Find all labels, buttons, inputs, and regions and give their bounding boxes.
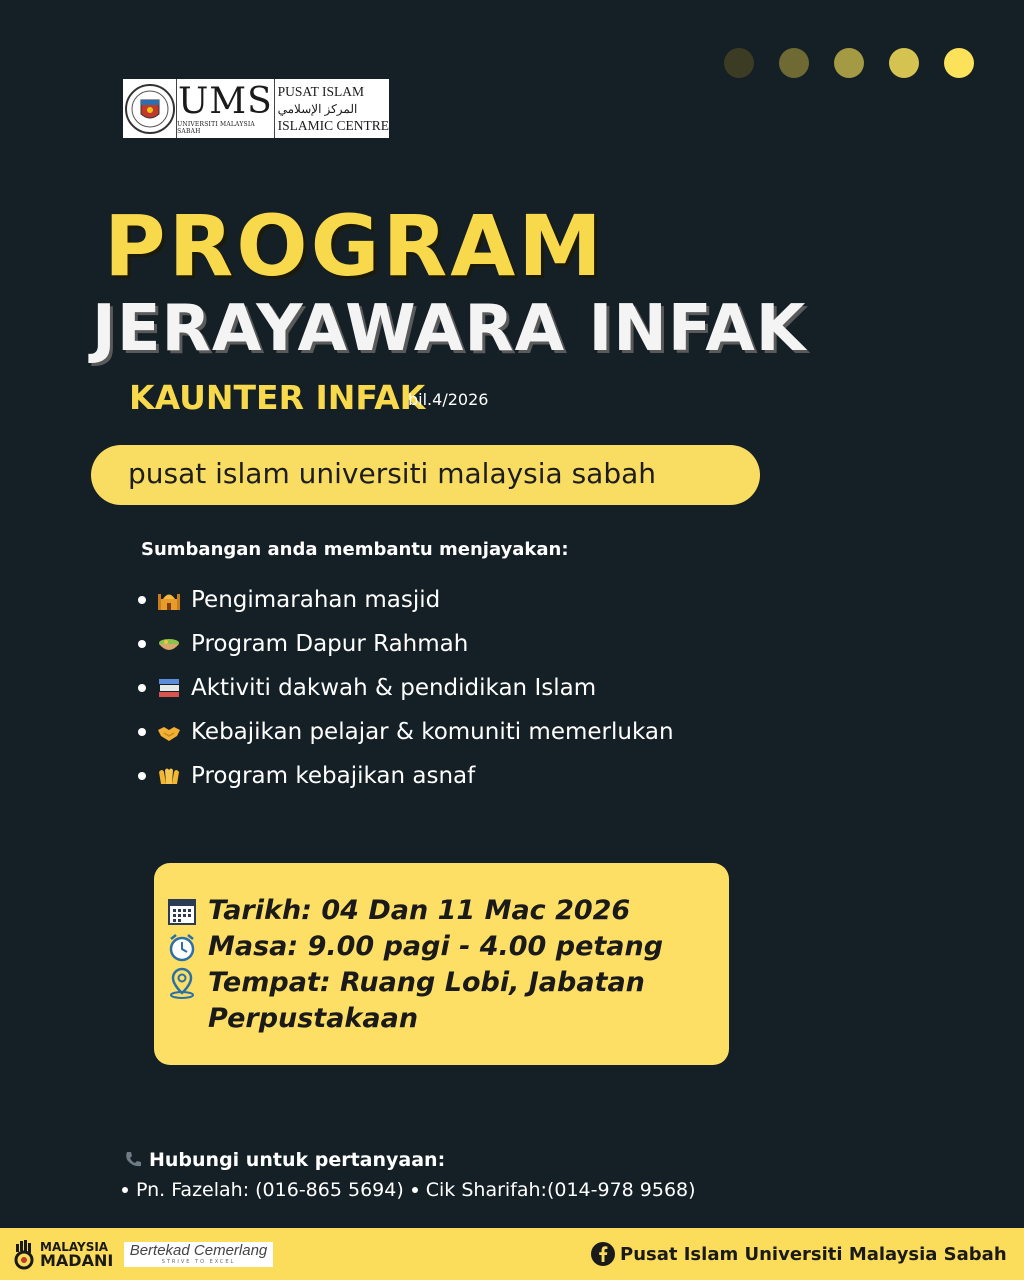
event-date: Tarikh: 04 Dan 11 Mac 2026	[208, 895, 631, 926]
facebook-link[interactable]	[590, 1241, 1007, 1267]
event-details-box	[154, 863, 729, 1065]
dot-1	[724, 48, 754, 78]
contact-heading	[123, 1147, 445, 1173]
edition-number: bil.4/2026	[408, 390, 489, 409]
phone-icon	[123, 1149, 145, 1171]
books-icon	[157, 676, 181, 700]
bullet	[138, 772, 146, 780]
slogan: Bertekad Cemerlang	[129, 1242, 268, 1259]
dot-2	[779, 48, 809, 78]
dot-3	[834, 48, 864, 78]
facebook-icon	[590, 1241, 616, 1267]
event-date-row	[166, 893, 713, 929]
decorative-dots	[724, 48, 974, 78]
event-venue: Tempat: Ruang Lobi, Jabatan Perpustakaan	[208, 967, 645, 1034]
event-time-row	[166, 929, 713, 965]
list-item	[138, 710, 674, 754]
benefits-intro: Sumbangan anda membantu menjayakan:	[141, 539, 569, 560]
event-time: Masa: 9.00 pagi - 4.00 petang	[208, 931, 664, 962]
ums-logo	[123, 79, 389, 138]
food-bowl-icon	[157, 632, 181, 656]
madani-line1: MALAYSIA	[40, 1240, 109, 1254]
open-hands-icon	[157, 764, 181, 788]
footer-bar	[0, 1228, 1024, 1280]
organizer-pill: pusat islam universiti malaysia sabah	[91, 445, 760, 505]
malaysia-madani-logo	[12, 1238, 113, 1270]
facebook-page-name: Pusat Islam Universiti Malaysia Sabah	[620, 1243, 1007, 1265]
event-venue-row	[166, 965, 713, 1037]
contact-list	[122, 1176, 696, 1204]
centre-arabic: المركز الإسلامي	[277, 101, 358, 116]
subtitle-kaunter: KAUNTER INFAK	[129, 378, 426, 417]
ums-wordmark	[176, 79, 274, 138]
university-name: UNIVERSITI MALAYSIA SABAH	[177, 120, 255, 135]
madani-line2: MADANI	[40, 1251, 114, 1270]
list-item	[138, 578, 674, 622]
benefit-label: Aktiviti dakwah & pendidikan Islam	[191, 675, 597, 701]
mosque-icon	[157, 588, 181, 612]
benefit-label: Program Dapur Rahmah	[191, 631, 469, 657]
dot-5	[944, 48, 974, 78]
bullet	[138, 596, 146, 604]
slogan-sub: STRIVE TO EXCEL	[161, 1259, 236, 1265]
contact-person-1[interactable]: Pn. Fazelah: (016-865 5694)	[136, 1179, 404, 1201]
list-item	[138, 754, 674, 798]
benefit-label: Pengimarahan masjid	[191, 587, 441, 613]
title-jerayawara: JERAYAWARA INFAK	[92, 292, 807, 366]
list-item	[138, 622, 674, 666]
dot-4	[889, 48, 919, 78]
bullet	[138, 684, 146, 692]
calendar-icon	[166, 893, 198, 929]
bullet	[138, 640, 146, 648]
ums-text: UMS	[177, 80, 273, 122]
location-pin-icon	[166, 965, 198, 1001]
islamic-centre-wordmark	[274, 79, 389, 138]
alarm-clock-icon	[166, 929, 198, 965]
crest-icon	[123, 79, 176, 138]
benefit-label: Program kebajikan asnaf	[191, 763, 476, 789]
bullet	[412, 1187, 418, 1193]
centre-english: ISLAMIC CENTRE	[277, 117, 389, 133]
bullet	[122, 1187, 128, 1193]
contact-person-2[interactable]: Cik Sharifah:(014-978 9568)	[425, 1179, 696, 1201]
madani-hand-icon	[12, 1238, 38, 1270]
benefits-list	[138, 578, 674, 798]
bullet	[138, 728, 146, 736]
bertekad-cemerlang-logo	[124, 1242, 273, 1267]
handshake-icon	[157, 720, 181, 744]
title-program: PROGRAM	[104, 197, 605, 295]
benefit-label: Kebajikan pelajar & komuniti memerlukan	[191, 719, 674, 745]
list-item	[138, 666, 674, 710]
centre-malay: PUSAT ISLAM	[277, 83, 365, 99]
contact-heading-text: Hubungi untuk pertanyaan:	[149, 1149, 446, 1171]
